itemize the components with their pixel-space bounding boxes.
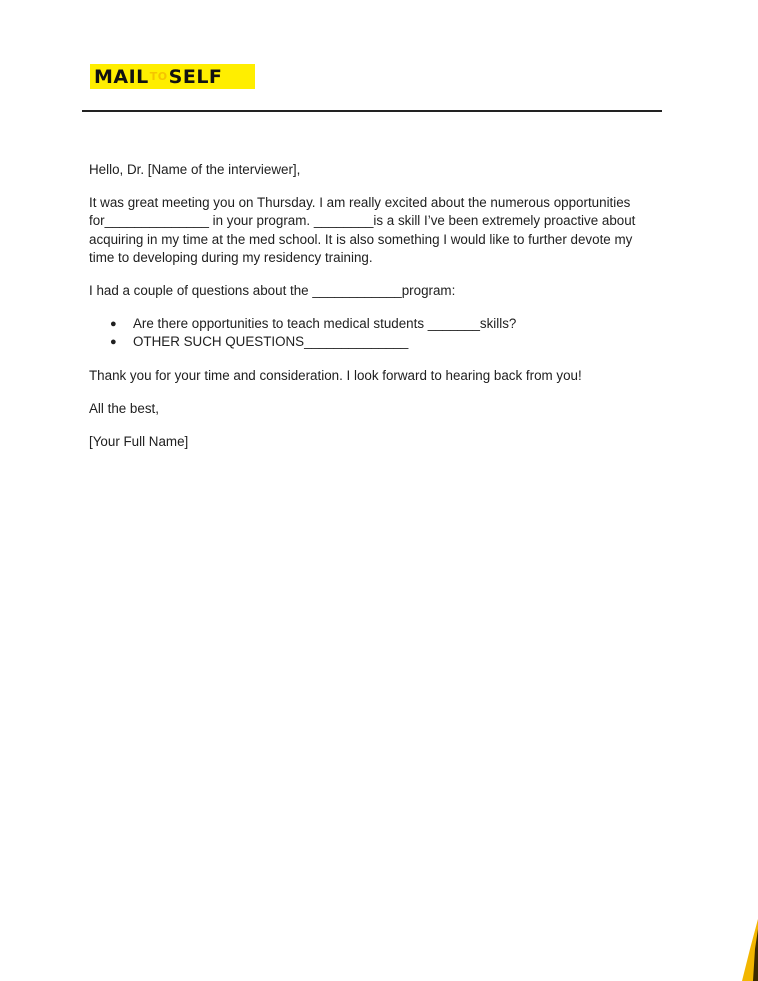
logo-text-self: SELF [168, 65, 223, 88]
letter-closing: All the best, [89, 400, 159, 416]
bullet-icon: ● [110, 336, 117, 349]
list-item [110, 315, 664, 333]
letter-signature: [Your Full Name] [89, 434, 189, 450]
corner-accent-icon [738, 919, 758, 981]
list-item-text: Are there opportunities to teach medical students _______skills? [133, 316, 517, 332]
mail-to-self-logo [90, 64, 255, 89]
paragraph-1-line-4: time to developing during my residency training. [89, 249, 373, 265]
letter-paragraph-3: Thank you for your time and consideration. I look forward to hearing back from you! [89, 367, 582, 383]
header-divider [82, 110, 662, 112]
letter-paragraph-2: I had a couple of questions about the ____________program: [89, 283, 456, 299]
questions-list [89, 315, 664, 351]
letter-body [89, 161, 664, 466]
logo-text-to: TO [149, 70, 168, 83]
paragraph-1-line-2: for______________ in your program. ________is a skill I’ve been extremely proactive about [89, 213, 636, 229]
letter-paragraph-1 [89, 194, 664, 267]
list-item [110, 333, 664, 351]
list-item-text: OTHER SUCH QUESTIONS______________ [133, 334, 409, 350]
paragraph-1-line-3: acquiring in my time at the med school. It is also something I would like to further devote my [89, 231, 633, 247]
bullet-icon: ● [110, 318, 117, 331]
paragraph-1-line-1: It was great meeting you on Thursday. I am really excited about the numerous opportunities [89, 195, 631, 211]
letter-greeting: Hello, Dr. [Name of the interviewer], [89, 162, 301, 177]
logo-text-mail: MAIL [94, 65, 149, 88]
